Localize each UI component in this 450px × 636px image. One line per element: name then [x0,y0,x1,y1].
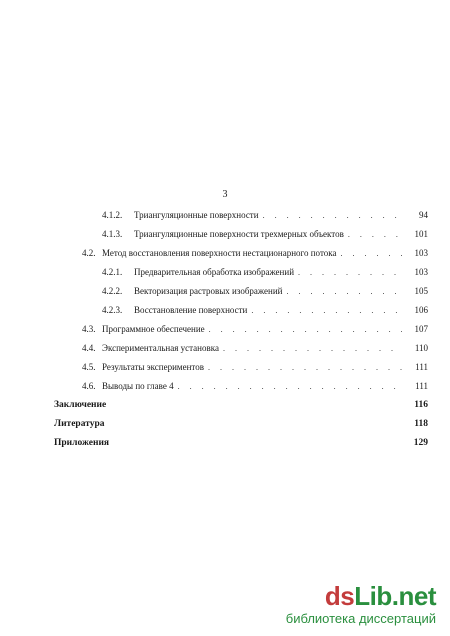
toc-entry-page: 105 [414,286,428,296]
logo-lib-text: Lib [354,581,392,611]
toc-leader-dots [298,268,402,277]
toc-entry-number: 4.2.3. [102,305,123,315]
toc-entry-title: Программное обеспечение [102,324,205,334]
toc-entry-title: Метод восстановления поверхности нестационарного потока [102,248,337,258]
toc-entry-title: Предварительная обработка изображений [134,267,295,277]
toc-entry-title: Экспериментальная установка [102,343,219,353]
toc-entry-page: 103 [414,267,428,277]
toc-leader-dots [263,211,402,220]
toc-entry-page: 118 [414,419,428,429]
toc-entry-page: 111 [415,381,428,391]
toc-entry-4-5 [54,362,428,381]
toc-leader-dots [341,249,403,258]
toc-entry-4-1-2 [54,210,428,229]
toc-entry-title: Восстановление поверхности [134,305,248,315]
toc-entry-title: Приложения [54,438,110,448]
toc-entry-page: 106 [414,305,428,315]
toc-entry-4-6 [54,381,428,400]
toc-entry-4-2 [54,248,428,267]
toc-entry-number: 4.1.2. [102,210,123,220]
toc-entry-page: 94 [419,210,428,220]
toc-entry-number: 4.4. [82,343,96,353]
toc-leader-dots [348,230,402,239]
toc-leader-dots [209,325,402,334]
toc-entry-number: 4.1.3. [102,229,123,239]
dslib-watermark [286,583,436,626]
toc-entry-4-2-2 [54,286,428,305]
toc-entry-title: Заключение [54,400,107,410]
toc-entry-4-2-1 [54,267,428,286]
toc-entry-number: 4.6. [82,381,96,391]
toc-entry-page: 116 [414,400,428,410]
logo-net-text: .net [391,581,436,611]
toc-entry-title: Триангуляционные поверхности трехмерных объектов [134,229,344,239]
toc-entry-number: 4.5. [82,362,96,372]
table-of-contents [54,210,428,457]
toc-leader-dots [223,344,402,353]
toc-entry-title: Векторизация растровых изображений [134,286,283,296]
toc-entry-title: Литература [54,419,105,429]
toc-entry-page: 111 [415,362,428,372]
toc-entry-title: Триангуляционные поверхности [134,210,259,220]
toc-entry-conclusion [54,400,428,419]
page-number: 3 [222,189,228,200]
toc-entry-4-4 [54,343,428,362]
toc-entry-4-1-3 [54,229,428,248]
toc-entry-title: Результаты экспериментов [102,362,204,372]
toc-entry-page: 103 [414,248,428,258]
toc-entry-number: 4.3. [82,324,96,334]
toc-leader-dots [178,382,402,391]
toc-entry-page: 129 [413,438,428,448]
watermark-subtitle: библиотека диссертаций [285,611,436,626]
toc-entry-number: 4.2.1. [102,267,123,277]
toc-entry-literature [54,419,428,438]
toc-entry-page: 107 [414,324,428,334]
toc-entry-4-3 [54,324,428,343]
toc-entry-number: 4.2. [82,248,96,258]
toc-entry-page: 101 [414,229,428,239]
toc-entry-appendices [54,438,428,457]
dslib-logo [286,583,436,609]
toc-leader-dots [251,306,402,315]
toc-entry-4-2-3 [54,305,428,324]
toc-entry-number: 4.2.2. [102,286,123,296]
toc-leader-dots [208,363,402,372]
logo-ds-text: ds [324,581,355,611]
toc-entry-title: Выводы по главе 4 [102,381,174,391]
toc-leader-dots [286,287,402,296]
toc-entry-page: 110 [414,343,428,353]
